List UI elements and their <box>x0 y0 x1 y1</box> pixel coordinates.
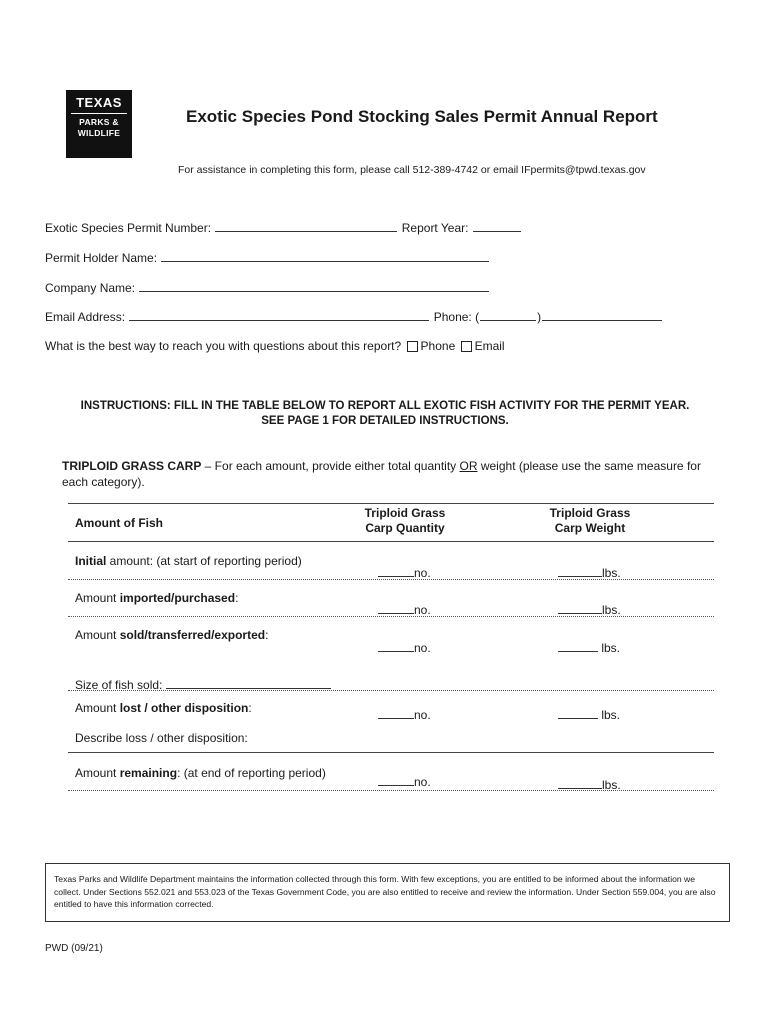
imported-weight-field[interactable] <box>558 602 602 614</box>
initial-quantity-unit: no. <box>414 566 431 580</box>
table-top-rule <box>68 503 714 504</box>
remaining-quantity-field[interactable] <box>378 774 414 786</box>
contact-preference-row <box>45 339 505 353</box>
imported-quantity-cell <box>378 602 431 617</box>
row-remaining-rule <box>68 790 714 791</box>
row-imported-pre: Amount <box>75 591 120 605</box>
table-header-rule <box>68 541 714 542</box>
row-initial-text: amount: (at start of reporting period) <box>106 554 302 568</box>
contact-phone-label: Phone <box>420 339 456 353</box>
logo-line-parks: PARKS & <box>79 117 119 127</box>
lost-quantity-field[interactable] <box>378 707 414 719</box>
row-initial-bold: Initial <box>75 554 107 568</box>
row-lost-bold: lost / other disposition <box>119 701 249 715</box>
sold-weight-unit: lbs. <box>601 641 621 655</box>
lost-quantity-cell <box>378 707 431 722</box>
company-name-field[interactable] <box>139 280 489 292</box>
imported-weight-unit: lbs. <box>602 603 621 617</box>
sold-weight-field[interactable] <box>558 640 598 652</box>
lost-quantity-unit: no. <box>414 708 431 722</box>
describe-loss-label: Describe loss / other disposition: <box>75 731 248 745</box>
permit-number-row <box>45 220 522 235</box>
company-name-label: Company Name: <box>45 281 136 295</box>
remaining-weight-unit: lbs. <box>602 778 621 792</box>
col-header-quantity-line2: Carp Quantity <box>365 521 445 535</box>
col-header-weight-line1: Triploid Grass <box>549 506 631 520</box>
remaining-weight-field[interactable] <box>558 777 602 789</box>
row-sold-post: : <box>265 628 269 642</box>
carp-intro <box>62 458 722 490</box>
row-size-rule <box>68 690 714 691</box>
page-title: Exotic Species Pond Stocking Sales Permit Annual Report <box>186 107 658 126</box>
row-sold-label <box>75 628 268 642</box>
row-remaining-label <box>75 766 326 780</box>
row-imported-label <box>75 591 238 605</box>
carp-intro-or: OR <box>459 459 478 473</box>
col-header-quantity <box>330 506 480 536</box>
row-initial-rule <box>68 579 714 580</box>
row-remaining-bold: remaining <box>119 766 178 780</box>
col-header-quantity-line1: Triploid Grass <box>364 506 446 520</box>
col-header-weight-line2: Carp Weight <box>554 521 626 535</box>
lost-weight-unit: lbs. <box>601 708 621 722</box>
row-remaining-pre: Amount <box>75 766 120 780</box>
email-field[interactable] <box>129 309 429 321</box>
row-lost-pre: Amount <box>75 701 120 715</box>
instructions-line-1: INSTRUCTIONS: FILL IN THE TABLE BELOW TO REPORT ALL EXOTIC FISH ACTIVITY FOR THE PERMIT YEAR. <box>80 400 690 412</box>
tpwd-logo <box>66 90 132 158</box>
company-name-row <box>45 280 490 295</box>
lost-weight-cell <box>558 707 620 722</box>
row-lost-label <box>75 701 252 715</box>
email-phone-row <box>45 309 663 324</box>
col-header-weight <box>515 506 665 536</box>
initial-weight-field[interactable] <box>558 565 602 577</box>
initial-quantity-cell <box>378 565 431 580</box>
row-imported-post: : <box>235 591 239 605</box>
carp-intro-b: weight (please use the same measure for each category). <box>62 459 701 489</box>
phone-number-field[interactable] <box>542 309 662 321</box>
instructions-line-2: SEE PAGE 1 FOR DETAILED INSTRUCTIONS. <box>261 415 509 427</box>
logo-line-texas: TEXAS <box>76 95 122 110</box>
contact-phone-checkbox[interactable] <box>407 341 418 352</box>
row-imported-rule <box>68 616 714 617</box>
permit-number-label: Exotic Species Permit Number: <box>45 221 212 235</box>
contact-email-checkbox[interactable] <box>461 341 472 352</box>
holder-name-label: Permit Holder Name: <box>45 251 158 265</box>
form-id: PWD (09/21) <box>45 943 103 954</box>
report-year-field[interactable] <box>473 220 521 232</box>
holder-name-row <box>45 250 490 265</box>
row-sold-pre: Amount <box>75 628 120 642</box>
remaining-quantity-unit: no. <box>414 775 431 789</box>
assistance-text: For assistance in completing this form, please call 512-389-4742 or email IFpermits@tpwd.texas.gov <box>178 164 646 176</box>
holder-name-field[interactable] <box>161 250 489 262</box>
privacy-notice: Texas Parks and Wildlife Department maintains the information collected through this form. With few exceptions, you are entitled to be informed about the information we collect. Under Sections 552.021 and 553.023 of the Texas Government Code, you are also entitled to receive and review the information. Under Section 559.004, you are also entitled to have this information corrected. <box>45 863 730 922</box>
carp-heading: TRIPLOID GRASS CARP <box>62 459 202 473</box>
row-imported-bold: imported/purchased <box>119 591 236 605</box>
initial-weight-unit: lbs. <box>602 566 621 580</box>
sold-quantity-unit: no. <box>414 641 431 655</box>
row-sold-bold: sold/transferred/exported <box>119 628 266 642</box>
lost-weight-field[interactable] <box>558 707 598 719</box>
initial-weight-cell <box>558 565 621 580</box>
imported-quantity-field[interactable] <box>378 602 414 614</box>
imported-weight-cell <box>558 602 621 617</box>
contact-email-label: Email <box>474 339 505 353</box>
sold-quantity-field[interactable] <box>378 640 414 652</box>
phone-area-code-field[interactable] <box>480 309 536 321</box>
phone-paren-close: ) <box>537 310 542 324</box>
size-sold-field[interactable] <box>166 677 331 689</box>
carp-intro-a: – For each amount, provide either total quantity <box>201 459 460 473</box>
logo-divider <box>71 113 127 114</box>
sold-quantity-cell <box>378 640 431 655</box>
row-initial-label <box>75 554 302 568</box>
report-year-label: Report Year: <box>401 221 469 235</box>
logo-line-wildlife: WILDLIFE <box>77 128 121 138</box>
sold-weight-cell <box>558 640 620 655</box>
row-remaining-post: : (at end of reporting period) <box>177 766 326 780</box>
permit-number-field[interactable] <box>215 220 397 232</box>
phone-label: Phone: ( <box>433 310 480 324</box>
describe-loss-field[interactable] <box>68 752 714 753</box>
remaining-quantity-cell <box>378 774 431 789</box>
initial-quantity-field[interactable] <box>378 565 414 577</box>
imported-quantity-unit: no. <box>414 603 431 617</box>
email-label: Email Address: <box>45 310 126 324</box>
contact-question: What is the best way to reach you with questions about this report? <box>45 339 402 353</box>
size-sold-label: Size of fish sold: <box>75 678 163 692</box>
row-lost-post: : <box>248 701 252 715</box>
col-header-amount: Amount of Fish <box>75 516 163 530</box>
